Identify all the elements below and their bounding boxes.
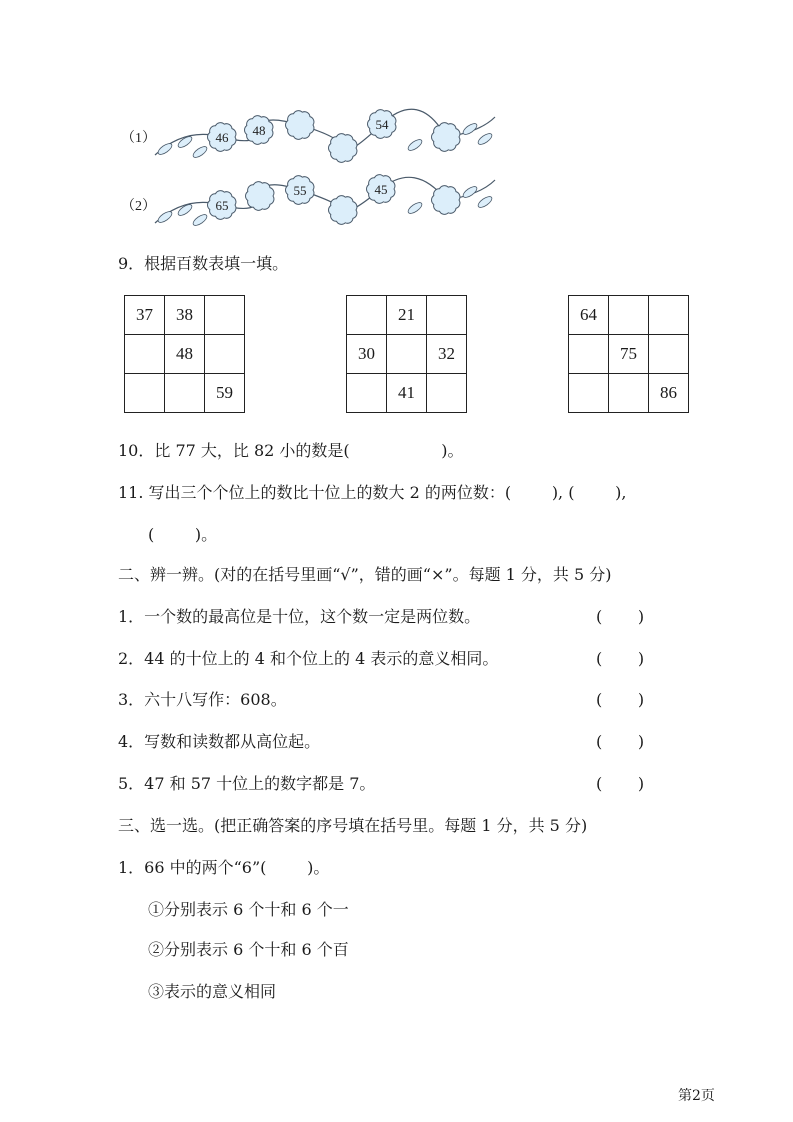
- flower: [245, 116, 273, 145]
- table-cell: [609, 296, 649, 335]
- leaf-icon: [156, 210, 173, 225]
- leaf-icon: [191, 145, 208, 160]
- flower: [432, 123, 460, 152]
- judge-item-4: 4．写数和读数都从高位起。: [118, 732, 321, 751]
- table-cell: 86: [649, 374, 689, 413]
- table-cell: [427, 296, 467, 335]
- answer-paren-1: ( ): [596, 607, 645, 626]
- table-cell: 41: [387, 374, 427, 413]
- table-cell: [569, 335, 609, 374]
- leaf-icon: [476, 195, 493, 210]
- judge-item-5: 5．47 和 57 十位上的数字都是 7。: [118, 774, 376, 793]
- table-cell: [649, 335, 689, 374]
- leaf-icon: [156, 142, 173, 157]
- table-cell: 48: [165, 335, 205, 374]
- flower: [246, 182, 274, 211]
- table-cell: [609, 374, 649, 413]
- table-cell: [205, 296, 245, 335]
- table-cell: [125, 335, 165, 374]
- leaf-icon: [406, 201, 423, 216]
- answer-paren-5: ( ): [596, 774, 645, 793]
- leaf-icon: [191, 213, 208, 228]
- flower-number: 54: [375, 117, 389, 132]
- choice-option-2: ②分别表示 6 个十和 6 个百: [148, 940, 349, 959]
- table-cell: 21: [387, 296, 427, 335]
- table-cell: [427, 374, 467, 413]
- flower: [286, 111, 314, 140]
- flower: [329, 134, 357, 163]
- choice-option-1: ①分别表示 6 个十和 6 个一: [148, 900, 349, 919]
- table-cell: [125, 374, 165, 413]
- judge-item-2: 2．44 的十位上的 4 和个位上的 4 表示的意义相同。: [118, 649, 499, 668]
- flower-number: 65: [215, 198, 229, 213]
- table-cell: [569, 374, 609, 413]
- hundred-chart-table-1: [124, 295, 245, 413]
- table-cell: 32: [427, 335, 467, 374]
- question-9: 9．根据百数表填一填。: [118, 254, 289, 273]
- table-cell: [165, 374, 205, 413]
- flower-number: 46: [215, 130, 229, 145]
- question-11-cont: ( )。: [148, 525, 218, 544]
- question-10: 10．比 77 大，比 82 小的数是( )。: [118, 441, 464, 460]
- judge-item-1: 1．一个数的最高位是十位，这个数一定是两位数。: [118, 607, 481, 626]
- vine-label-2: （2）: [121, 199, 156, 214]
- flower-number: 45: [374, 182, 388, 197]
- flower: [208, 191, 236, 220]
- flower-number: 55: [293, 183, 307, 198]
- table-cell: 38: [165, 296, 205, 335]
- table-cell: [347, 374, 387, 413]
- table-cell: [387, 335, 427, 374]
- section-3-title: 三、选一选。(把正确答案的序号填在括号里。每题 1 分，共 5 分): [118, 816, 588, 835]
- choice-option-3: ③表示的意义相同: [148, 982, 277, 1001]
- flower-number: 48: [252, 123, 266, 138]
- table-cell: [649, 296, 689, 335]
- question-11: 11. 写出三个个位上的数比十位上的数大 2 的两位数：( ), ( ),: [118, 483, 627, 502]
- page-number: 第2页: [678, 1088, 715, 1104]
- table-cell: 64: [569, 296, 609, 335]
- table-cell: 30: [347, 335, 387, 374]
- flower: [286, 176, 314, 205]
- leaf-icon: [476, 132, 493, 147]
- table-cell: [205, 335, 245, 374]
- flower: [432, 186, 460, 215]
- flower: [367, 175, 395, 204]
- answer-paren-4: ( ): [596, 732, 645, 751]
- answer-paren-3: ( ): [596, 690, 645, 709]
- table-cell: 75: [609, 335, 649, 374]
- leaf-icon: [406, 138, 423, 153]
- flower-vine-illustration: [0, 0, 793, 240]
- choice-question-1: 1．66 中的两个“6”( )。: [118, 858, 330, 877]
- judge-item-3: 3．六十八写作：608。: [118, 690, 287, 709]
- hundred-chart-table-2: [346, 295, 467, 413]
- table-cell: [347, 296, 387, 335]
- table-cell: 37: [125, 296, 165, 335]
- flower: [208, 123, 236, 152]
- flower: [329, 196, 357, 225]
- table-cell: 59: [205, 374, 245, 413]
- hundred-chart-table-3: [568, 295, 689, 413]
- flower: [368, 110, 396, 139]
- answer-paren-2: ( ): [596, 649, 645, 668]
- section-2-title: 二、辨一辨。(对的在括号里画“√”，错的画“×”。每题 1 分，共 5 分): [118, 565, 612, 584]
- vine-label-1: （1）: [121, 131, 156, 146]
